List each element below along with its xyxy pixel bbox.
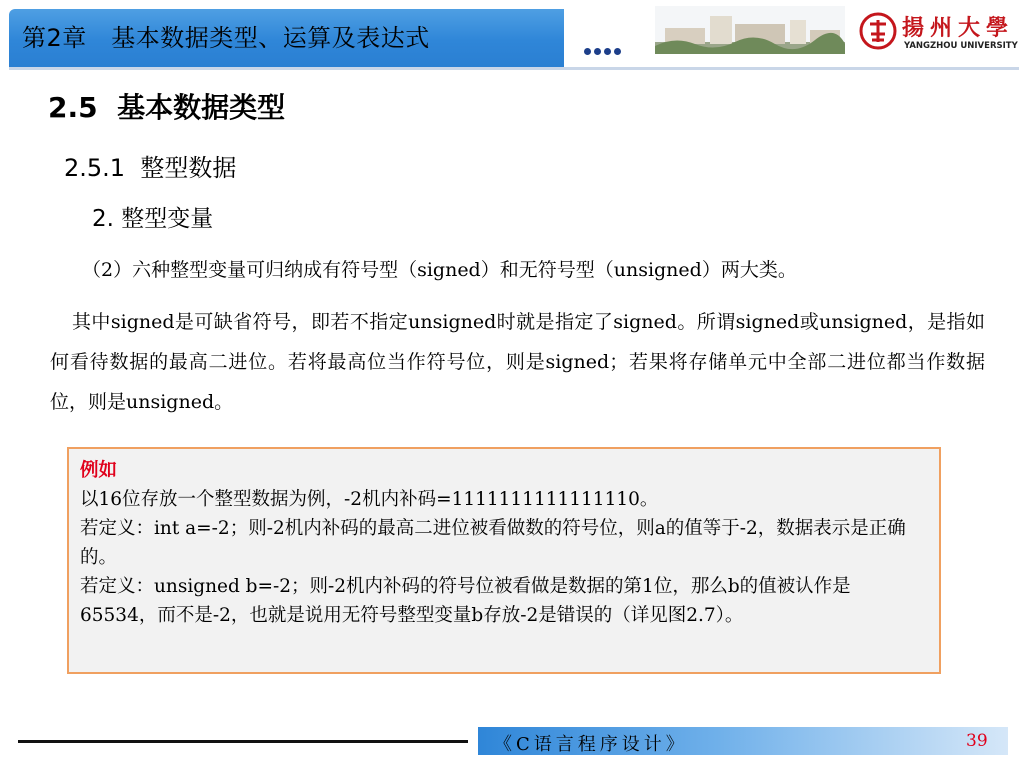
- slide-header: [0, 0, 1024, 70]
- course-title: 《C语言程序设计》: [494, 734, 688, 755]
- campus-building-image: [655, 6, 845, 54]
- example-box: [67, 447, 941, 674]
- subsection-heading: 2.5.1 整型数据: [64, 154, 237, 182]
- example-label: 例如: [80, 460, 118, 481]
- example-line-1: 以16位存放一个整型数据为例，-2机内补码=1111111111111110。: [80, 489, 659, 510]
- body-paragraph: 其中signed是可缺省符号，即若不指定unsigned时就是指定了signed。所谓signed或unsigned，是指如何看待数据的最高二进位。若将最高位当作符号位，则是signed；若果将存储单元中全部二进位都当作数据位，则是unsigned。: [50, 311, 985, 413]
- page-number: 39: [966, 731, 988, 751]
- section-heading: 2.5 基本数据类型: [48, 91, 286, 124]
- yangzhou-university-logo: [858, 10, 1018, 52]
- example-line-2: 若定义：int a=-2；则-2机内补码的最高二进位被看做数的符号位，则a的值等于-2，数据表示是正确的。: [80, 518, 906, 568]
- header-divider: [9, 67, 1019, 70]
- svg-text:YANGZHOU UNIVERSITY: YANGZHOU UNIVERSITY: [904, 41, 1018, 51]
- chapter-title: 第2章 基本数据类型、运算及表达式: [22, 24, 430, 52]
- decorative-dots-icon: [584, 36, 624, 60]
- point-text: （2）六种整型变量可归纳成有符号型（signed）和无符号型（unsigned）两大类。: [82, 259, 797, 281]
- svg-text:揚州大學: 揚州大學: [902, 15, 1015, 41]
- item-heading: 2. 整型变量: [92, 206, 214, 232]
- example-line-3: 若定义：unsigned b=-2；则-2机内补码的符号位被看做是数据的第1位，那么b的值被认作是65534，而不是-2，也就是说用无符号整型变量b存放-2是错误的（详见图2.7）。: [80, 576, 851, 626]
- footer-rule: [18, 740, 468, 743]
